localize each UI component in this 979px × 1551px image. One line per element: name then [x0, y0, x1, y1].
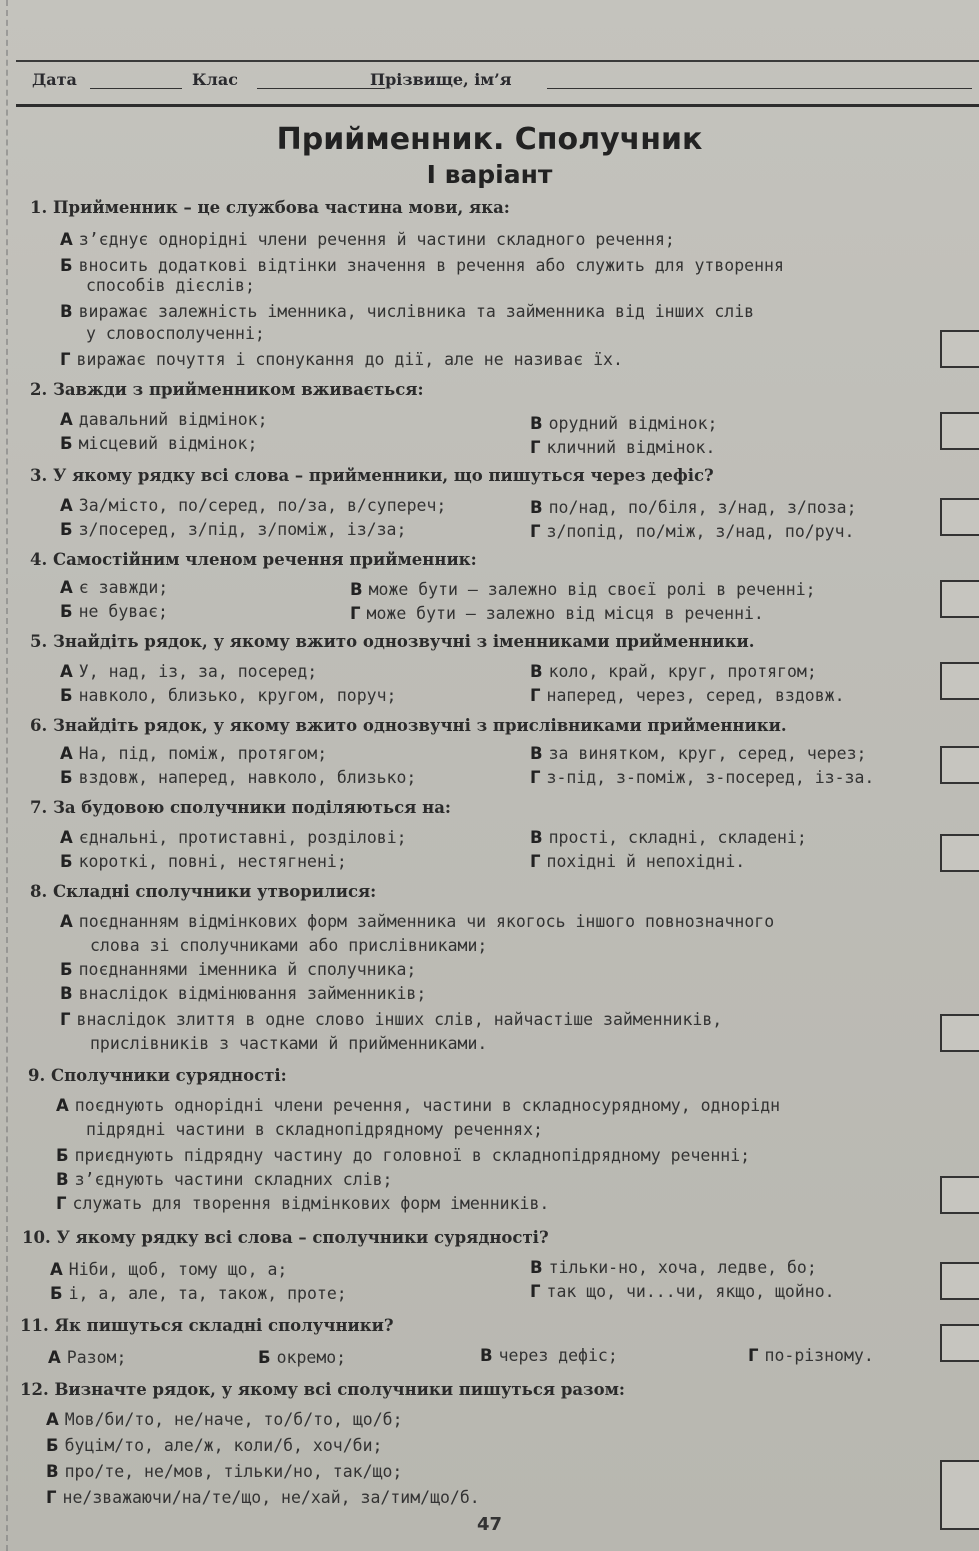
option-text: через дефіс; — [498, 1346, 618, 1365]
question-3: 3. У якому рядку всі слова – прийменники, що пишуться через дефіс? — [30, 466, 714, 485]
option-letter: Б — [50, 1284, 63, 1303]
question-4: 4. Самостійним членом речення прийменник: — [30, 550, 477, 569]
q1-option-c-cont: у словосполученні; — [86, 324, 265, 343]
option-text: прості, складні, складені; — [548, 828, 807, 847]
q1-option-b — [60, 256, 784, 275]
page-title: Прийменник. Сполучник — [276, 122, 703, 157]
option-text: по-різному. — [764, 1346, 874, 1365]
option-letter: Б — [60, 602, 73, 621]
q8-option-a-cont: слова зі сполучниками або прислівниками; — [90, 936, 488, 955]
answer-box-6[interactable] — [940, 746, 979, 784]
option-letter: А — [60, 662, 73, 681]
q9-option-c — [56, 1170, 392, 1189]
q8-option-c — [60, 984, 426, 1003]
page-subtitle: І варіант — [426, 160, 553, 189]
q5-option-b — [60, 686, 396, 705]
option-letter: Г — [530, 1282, 541, 1301]
question-9: 9. Сполучники сурядності: — [28, 1066, 287, 1085]
option-text: короткі, повні, нестягнені; — [78, 852, 347, 871]
page-number: 47 — [476, 1514, 503, 1535]
option-letter: А — [48, 1348, 61, 1367]
perforation-edge — [6, 0, 12, 1551]
q6-option-a — [60, 744, 327, 763]
option-text: поєднують однорідні члени речення, частини в складносурядному, однорідн — [74, 1096, 781, 1115]
option-text: з-під, з-поміж, з-посеред, із-за. — [546, 768, 875, 787]
option-text: може бути – залежно від місця в реченні. — [366, 604, 764, 623]
option-letter: А — [60, 410, 73, 429]
option-letter: В — [350, 580, 363, 599]
option-letter: Б — [258, 1348, 271, 1367]
option-text: Ніби, щоб, тому що, а; — [68, 1260, 288, 1279]
question-7: 7. За будовою сполучники поділяються на: — [30, 798, 451, 817]
q8-option-d — [60, 1010, 722, 1029]
question-2: 2. Завжди з прийменником вживається: — [30, 380, 424, 399]
option-letter: Г — [748, 1346, 759, 1365]
option-text: Разом; — [66, 1348, 127, 1367]
option-text: не/зважаючи/на/те/що, не/хай, за/тим/що/б. — [62, 1488, 480, 1507]
question-5: 5. Знайдіть рядок, у якому вжито однозвучні з іменниками прийменники. — [30, 632, 755, 651]
option-text: У, над, із, за, посеред; — [78, 662, 318, 681]
q9-option-d — [56, 1194, 549, 1213]
q2-option-d — [530, 438, 715, 457]
option-letter: В — [530, 662, 543, 681]
option-letter: Г — [46, 1488, 57, 1507]
answer-box-1[interactable] — [940, 330, 979, 368]
option-letter: А — [60, 744, 73, 763]
option-text: поєднаннями іменника й сполучника; — [78, 960, 417, 979]
q8-option-d-cont: прислівників з частками й прийменниками. — [90, 1034, 488, 1053]
q7-option-d — [530, 852, 745, 871]
q12-option-c — [46, 1462, 402, 1481]
option-letter: Б — [56, 1146, 69, 1165]
option-letter: А — [50, 1260, 63, 1279]
option-letter: Б — [60, 960, 73, 979]
option-text: навколо, близько, кругом, поруч; — [78, 686, 397, 705]
option-letter: Г — [530, 522, 541, 541]
q11-option-a — [48, 1348, 126, 1367]
option-text: і, а, але, та, також, проте; — [68, 1284, 347, 1303]
q12-option-b — [46, 1436, 382, 1455]
option-text: буцім/то, але/ж, коли/б, хоч/би; — [64, 1436, 383, 1455]
option-letter: В — [530, 498, 543, 517]
date-label: Дата — [32, 70, 77, 89]
question-11: 11. Як пишуться складні сполучники? — [20, 1316, 394, 1335]
option-text: кличний відмінок. — [546, 438, 716, 457]
option-text: не буває; — [78, 602, 168, 621]
option-text: з/попід, по/між, з/над, по/руч. — [546, 522, 855, 541]
option-letter: В — [530, 744, 543, 763]
header-fields — [32, 70, 972, 94]
option-letter: Б — [60, 852, 73, 871]
option-letter: В — [56, 1170, 69, 1189]
q4-option-d — [350, 604, 764, 623]
q4-option-c — [350, 580, 816, 599]
q7-option-c — [530, 828, 807, 847]
option-letter: Б — [60, 434, 73, 453]
q5-option-c — [530, 662, 817, 681]
option-text: з/посеред, з/під, з/поміж, із/за; — [78, 520, 407, 539]
q2-option-c — [530, 414, 717, 433]
question-10: 10. У якому рядку всі слова – сполучники сурядності? — [22, 1228, 549, 1247]
q1-option-d — [60, 350, 623, 369]
option-text: тільки-но, хоча, ледве, бо; — [548, 1258, 817, 1277]
q3-option-c — [530, 498, 857, 517]
option-text: внаслідок злиття в одне слово інших слів, найчастіше займенників, — [76, 1010, 723, 1029]
q10-option-b — [50, 1284, 347, 1303]
option-text: про/те, не/мов, тільки/но, так/що; — [64, 1462, 403, 1481]
option-letter: Г — [60, 350, 71, 369]
option-text: виражає залежність іменника, числівника та займенника від інших слів — [78, 302, 755, 321]
q3-option-b — [60, 520, 406, 539]
q1-option-b-cont: способів дієслів; — [86, 276, 255, 295]
answer-box-7[interactable] — [940, 834, 979, 872]
option-text: виражає почуття і спонукання до дії, але не називає їх. — [76, 350, 623, 369]
option-text: окремо; — [276, 1348, 347, 1367]
answer-box-4[interactable] — [940, 580, 979, 618]
question-6: 6. Знайдіть рядок, у якому вжито однозвучні з прислівниками прийменники. — [30, 716, 787, 735]
option-text: вздовж, наперед, навколо, близько; — [78, 768, 417, 787]
option-text: внаслідок відмінювання займенників; — [78, 984, 427, 1003]
option-text: єднальні, протиставні, розділові; — [78, 828, 407, 847]
option-letter: А — [46, 1410, 59, 1429]
option-text: з’єднують частини складних слів; — [74, 1170, 393, 1189]
option-text: приєднують підрядну частину до головної в складнопідрядному реченні; — [74, 1146, 751, 1165]
option-text: коло, край, круг, протягом; — [548, 662, 817, 681]
option-letter: Б — [60, 768, 73, 787]
option-text: давальний відмінок; — [78, 410, 268, 429]
q1-option-a — [60, 230, 675, 249]
option-text: наперед, через, серед, вздовж. — [546, 686, 845, 705]
option-text: вносить додаткові відтінки значення в речення або служить для утворення — [78, 256, 784, 275]
q7-option-b — [60, 852, 347, 871]
answer-box-11[interactable] — [940, 1324, 979, 1362]
option-text: поєднанням відмінкових форм займенника чи якогось іншого повнозначного — [78, 912, 775, 931]
option-letter: Б — [60, 686, 73, 705]
q5-option-d — [530, 686, 845, 705]
q3-option-d — [530, 522, 854, 541]
option-letter: А — [60, 578, 73, 597]
option-letter: А — [60, 912, 73, 931]
q7-option-a — [60, 828, 407, 847]
q12-option-a — [46, 1410, 403, 1429]
option-text: Мов/би/то, не/наче, то/б/то, що/б; — [64, 1410, 403, 1429]
option-letter: Г — [60, 1010, 71, 1029]
q2-option-b — [60, 434, 257, 453]
option-text: служать для творення відмінкових форм іменників. — [72, 1194, 550, 1213]
option-text: На, під, поміж, протягом; — [78, 744, 328, 763]
q9-option-a-cont: підрядні частини в складнопідрядному реченнях; — [86, 1120, 543, 1139]
class-blank[interactable] — [257, 88, 385, 89]
q10-option-d — [530, 1282, 835, 1301]
option-text: похідні й непохідні. — [546, 852, 746, 871]
question-12: 12. Визначте рядок, у якому всі сполучники пишуться разом: — [20, 1380, 626, 1399]
option-letter: Б — [46, 1436, 59, 1455]
q6-option-c — [530, 744, 866, 763]
q11-option-d — [748, 1346, 874, 1365]
option-letter: А — [60, 230, 73, 249]
option-letter: Г — [56, 1194, 67, 1213]
q11-option-b — [258, 1348, 346, 1367]
option-letter: Г — [530, 438, 541, 457]
answer-box-8[interactable] — [940, 1014, 979, 1052]
q3-option-a — [60, 496, 446, 515]
option-text: так що, чи...чи, якщо, щойно. — [546, 1282, 835, 1301]
option-letter: Г — [530, 686, 541, 705]
option-letter: Б — [60, 256, 73, 275]
option-letter: Б — [60, 520, 73, 539]
option-letter: А — [60, 828, 73, 847]
option-letter: А — [60, 496, 73, 515]
answer-box-10[interactable] — [940, 1262, 979, 1300]
option-letter: В — [530, 1258, 543, 1277]
question-1: 1. Прийменник – це службова частина мови, яка: — [30, 198, 510, 217]
top-rule — [16, 60, 979, 62]
option-letter: А — [56, 1096, 69, 1115]
q9-option-b — [56, 1146, 750, 1165]
q10-option-a — [50, 1260, 287, 1279]
option-text: може бути – залежно від своєї ролі в реченні; — [368, 580, 816, 599]
option-text: орудний відмінок; — [548, 414, 718, 433]
q8-option-b — [60, 960, 416, 979]
option-letter: В — [60, 302, 73, 321]
option-letter: Г — [530, 768, 541, 787]
q2-option-a — [60, 410, 268, 429]
answer-box-2[interactable] — [940, 412, 979, 450]
class-label: Клас — [192, 70, 238, 89]
answer-box-3[interactable] — [940, 498, 979, 536]
option-letter: Г — [350, 604, 361, 623]
q10-option-c — [530, 1258, 817, 1277]
question-8: 8. Складні сполучники утворилися: — [30, 882, 377, 901]
date-blank[interactable] — [90, 88, 182, 89]
q5-option-a — [60, 662, 317, 681]
option-text: За/місто, по/серед, по/за, в/супереч; — [78, 496, 447, 515]
option-text: місцевий відмінок; — [78, 434, 258, 453]
option-letter: Г — [530, 852, 541, 871]
name-blank[interactable] — [547, 88, 972, 89]
q4-option-a — [60, 578, 168, 597]
option-letter: В — [480, 1346, 493, 1365]
answer-box-5[interactable] — [940, 662, 979, 700]
q9-option-a — [56, 1096, 780, 1115]
q6-option-d — [530, 768, 874, 787]
name-label: Прізвище, ім’я — [370, 70, 512, 89]
header-rule — [16, 104, 979, 107]
option-letter: В — [530, 414, 543, 433]
q11-option-c — [480, 1346, 618, 1365]
option-text: з’єднує однорідні члени речення й частини складного речення; — [78, 230, 675, 249]
q1-option-c — [60, 302, 754, 321]
q4-option-b — [60, 602, 168, 621]
option-letter: В — [60, 984, 73, 1003]
q6-option-b — [60, 768, 416, 787]
q12-option-d — [46, 1488, 480, 1507]
option-letter: В — [530, 828, 543, 847]
option-text: за винятком, круг, серед, через; — [548, 744, 867, 763]
q8-option-a — [60, 912, 774, 931]
option-text: по/над, по/біля, з/над, з/поза; — [548, 498, 857, 517]
option-text: є завжди; — [78, 578, 169, 597]
option-letter: В — [46, 1462, 59, 1481]
answer-box-9[interactable] — [940, 1176, 979, 1214]
